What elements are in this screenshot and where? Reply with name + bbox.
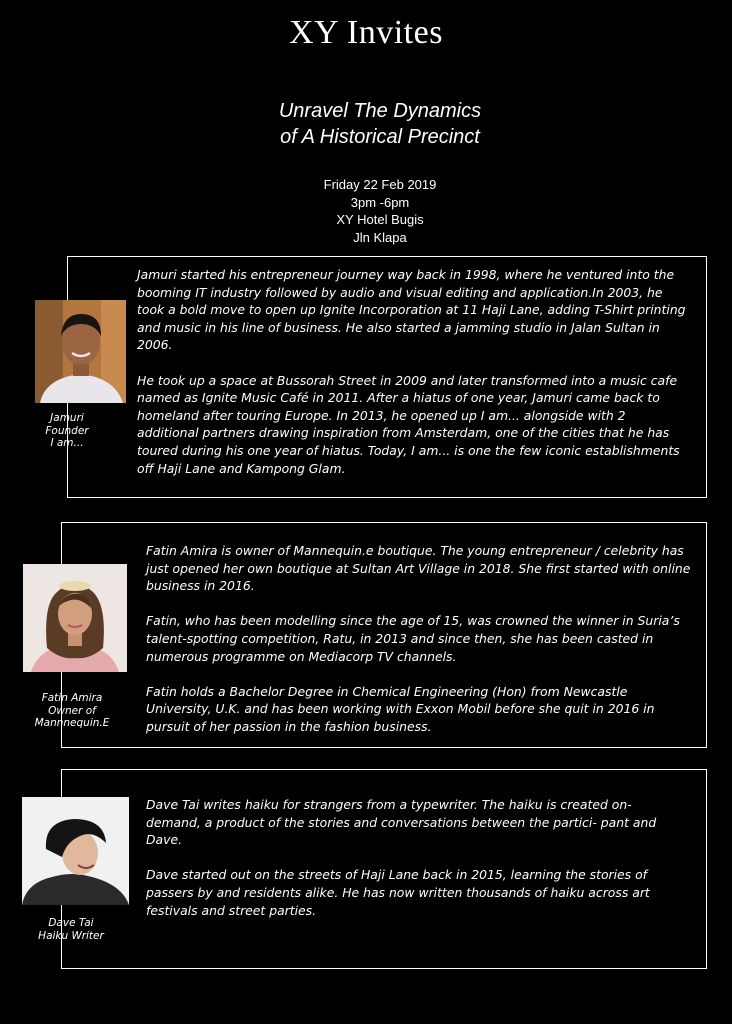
speaker-bio-dave xyxy=(146,796,686,919)
speaker-photo-dave xyxy=(22,797,129,905)
event-time: 3pm -6pm xyxy=(350,194,410,210)
headline-line-2: of A Historical Precinct xyxy=(280,126,480,148)
speaker-name: Fatin Amira xyxy=(41,692,103,704)
speaker-role: Haiku Writer xyxy=(38,929,104,942)
event-headline xyxy=(0,98,732,150)
speaker-photo-fatin xyxy=(23,564,127,672)
event-street: Jln Klapa xyxy=(353,229,407,245)
bio-paragraph: Dave Tai writes haiku for strangers from a typewriter. The haiku is created on-demand, a product of the stories and conversations between the partici- pant and Dave. xyxy=(146,797,657,848)
invite-title: XY Invites xyxy=(289,14,443,51)
speaker-role: Owner of xyxy=(48,704,96,717)
speaker-photo-jamuri xyxy=(35,300,126,403)
speaker-caption-fatin xyxy=(20,692,124,730)
speaker-caption-jamuri xyxy=(20,412,114,450)
bio-paragraph: Dave started out on the streets of Haji Lane back in 2015, learning the stories of passers by and residents alike. He has now written thousands of haiku across art festivals and street parties. xyxy=(146,867,650,918)
bio-paragraph: Fatin holds a Bachelor Degree in Chemical Engineering (Hon) from Newcastle University, U.K. and has been working with Exxon Mobil before she quit in 2016 in pursuit of her passion in the fashion business. xyxy=(146,683,655,734)
speaker-company: I am... xyxy=(50,437,84,449)
speaker-name: Jamuri xyxy=(50,412,84,424)
speaker-name: Dave Tai xyxy=(48,917,94,929)
bio-paragraph: Jamuri started his entrepreneur journey way back in 1998, where he ventured into the booming IT industry followed by audio and visual editing and application.In 2003, he took a bold move to open up Ignite Incorporation at 11 Haji Lane, adding T-Shirt printing and music in his line of business. He also started a jamming studio in Jalan Sultan in 2006. xyxy=(137,267,686,353)
event-date: Friday 22 Feb 2019 xyxy=(323,177,437,192)
event-venue: XY Hotel Bugis xyxy=(336,212,424,227)
speaker-company: Mannnequin.E xyxy=(34,717,110,729)
bio-paragraph: He took up a space at Bussorah Street in 2009 and later transformed into a music cafe named as Ignite Music Café in 2011. After a hiatus of one year, Jamuri came back to homeland after touring Europe. In 2013, he opened up I am... alongside with 2 additional partners drawing inspiration from Amsterdam, one of the cities that he has toured during his one year of hiatus. Today, I am... is one the few iconic establishments off Haji Lane and Kampong Glam. xyxy=(137,372,680,476)
speaker-bio-jamuri xyxy=(137,266,689,477)
bio-paragraph: Fatin, who has been modelling since the age of 15, was crowned the winner in Suria’s talent-spotting competition, Ratu, in 2013 and since then, she has been casted in numerous programme on Mediacorp TV channels. xyxy=(146,613,680,664)
event-details xyxy=(0,176,732,246)
speaker-bio-fatin xyxy=(146,542,691,736)
speaker-role: Founder xyxy=(45,424,89,437)
bio-paragraph: Fatin Amira is owner of Mannequin.e boutique. The young entrepreneur / celebrity has just opened her own boutique at Sultan Art Village in 2018. She first started with online business in 2016. xyxy=(146,543,691,594)
speaker-caption-dave xyxy=(22,917,120,942)
headline-line-1: Unravel The Dynamics xyxy=(278,100,482,122)
